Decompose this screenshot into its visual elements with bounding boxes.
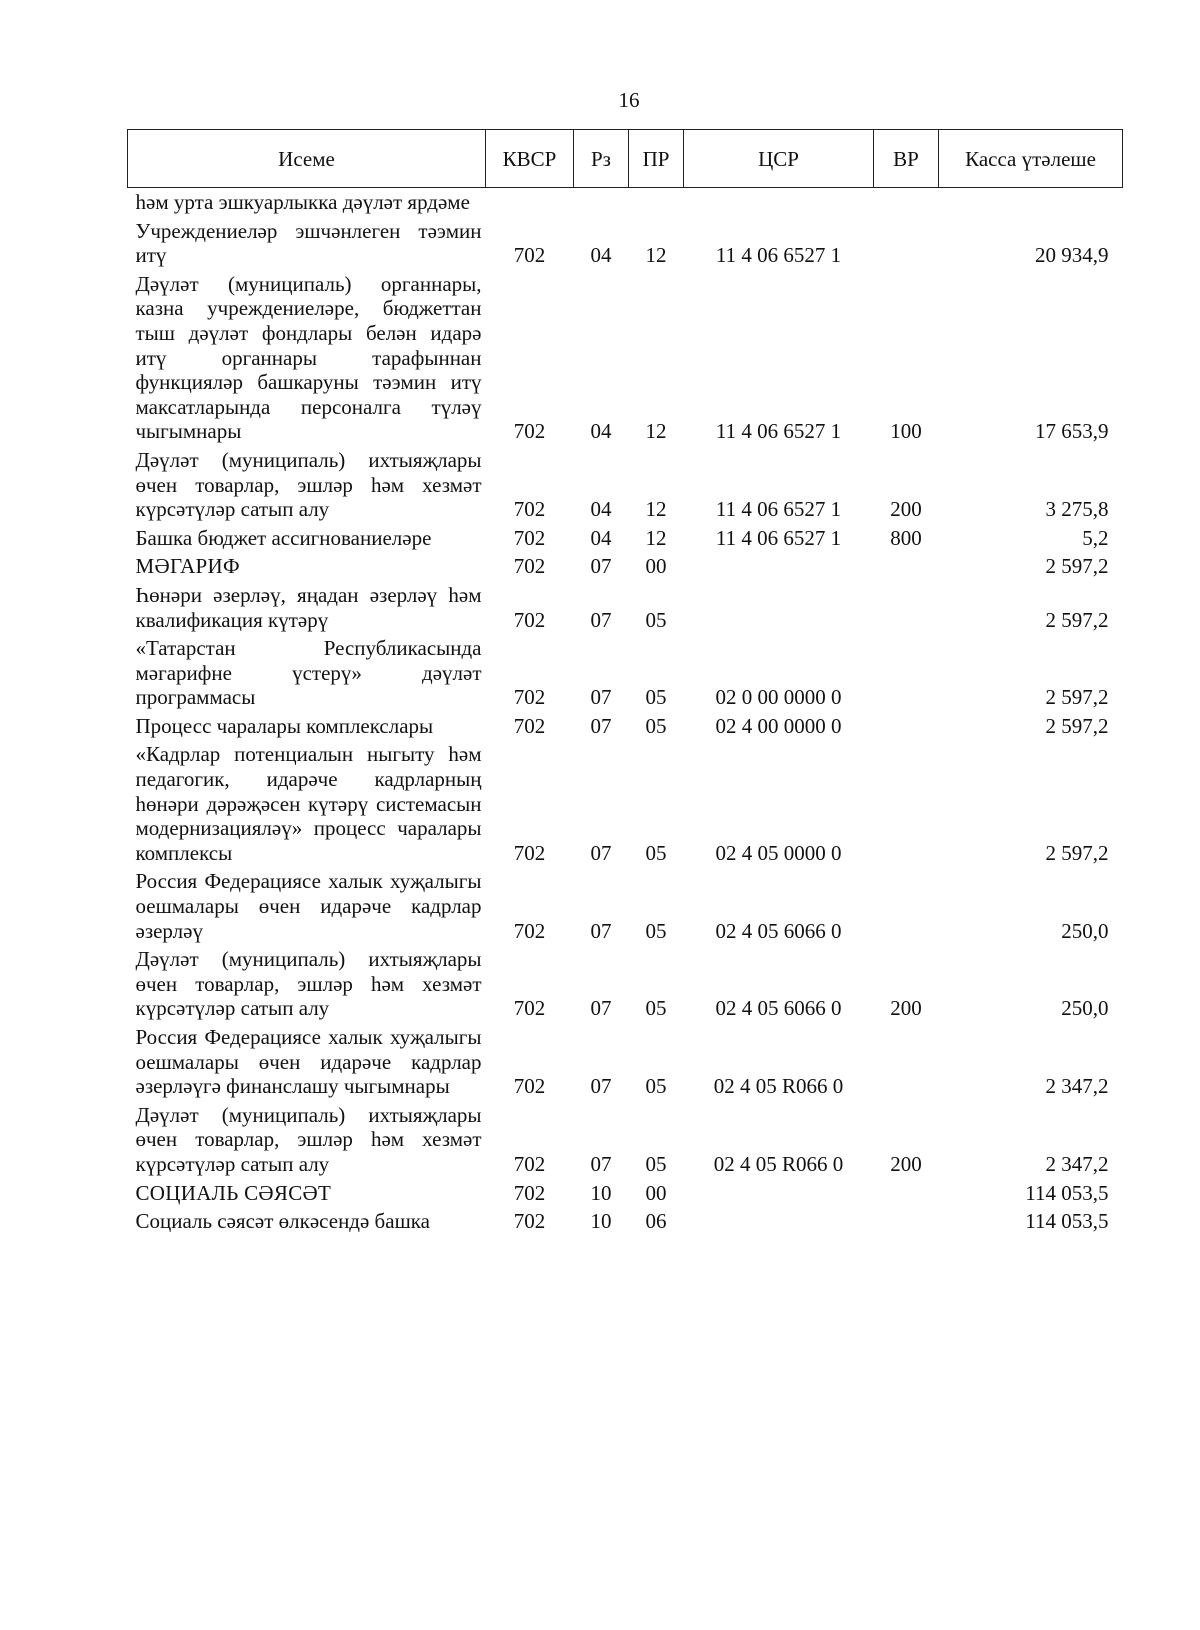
cell-kvsr: 702 xyxy=(513,1074,546,1099)
table-body xyxy=(128,188,1123,1236)
cell-kvsr: 702 xyxy=(513,554,546,579)
cell-rz: 07 xyxy=(590,1151,612,1176)
table-row xyxy=(128,217,1123,270)
cell-kvsr: 702 xyxy=(513,1180,546,1205)
cell-vr xyxy=(874,1023,939,1101)
table-row xyxy=(128,1101,1123,1179)
cell-kvsr: 702 xyxy=(513,685,546,710)
header-rz: Рз xyxy=(574,130,629,188)
cell-sum: 2 597,2 xyxy=(1045,607,1109,632)
cell-tssr xyxy=(684,1207,874,1236)
cell-rz: 07 xyxy=(590,918,612,943)
cell-kvsr: 702 xyxy=(513,525,546,550)
cell-name: «Кадрлар потенциалын ныгыту һәм педагогик, идарәче кадрларның һөнәри дәрәҗәсен күтәрү системасын модернизацияләү» процесс чаралары комплексы xyxy=(135,742,482,865)
table-row xyxy=(128,270,1123,446)
cell-pr: 12 xyxy=(645,419,667,444)
table-row xyxy=(128,446,1123,524)
cell-vr xyxy=(874,712,939,741)
cell-tssr: 02 4 00 0000 0 xyxy=(715,713,842,738)
cell-sum: 2 597,2 xyxy=(1045,713,1109,738)
cell-tssr xyxy=(684,552,874,581)
cell-pr: 05 xyxy=(645,840,667,865)
cell-vr xyxy=(874,217,939,270)
cell-kvsr: 702 xyxy=(513,1151,546,1176)
cell-tssr xyxy=(684,1179,874,1208)
cell-tssr: 11 4 06 6527 1 xyxy=(715,419,842,444)
cell-vr xyxy=(874,867,939,945)
cell-sum: 2 597,2 xyxy=(1045,685,1109,710)
cell-rz: 10 xyxy=(590,1209,612,1234)
cell-pr: 00 xyxy=(645,554,667,579)
cell-sum: 2 597,2 xyxy=(1045,554,1109,579)
cell-kvsr: 702 xyxy=(513,243,546,268)
cell-vr xyxy=(874,1207,939,1236)
cell-name: «Татарстан Республикасында мәгарифне үстерү» дәүләт программасы xyxy=(135,636,482,710)
cell-rz: 04 xyxy=(590,243,612,268)
cell-name: Башка бюджет ассигнованиеләре xyxy=(135,525,432,550)
cell-kvsr: 702 xyxy=(513,996,546,1021)
cell-vr: 200 xyxy=(890,497,922,522)
cell-kvsr: 702 xyxy=(513,713,546,738)
cell-rz: 10 xyxy=(590,1180,612,1205)
cell-name: Учреждениеләр эшчәнлеген тәэмин итү xyxy=(135,218,482,268)
cell-rz: 04 xyxy=(590,525,612,550)
cell-rz: 04 xyxy=(590,497,612,522)
cell-sum: 2 347,2 xyxy=(1045,1074,1109,1099)
cell-tssr: 11 4 06 6527 1 xyxy=(715,243,842,268)
cell-rz: 04 xyxy=(590,419,612,444)
cell-rz: 07 xyxy=(590,685,612,710)
table-row xyxy=(128,552,1123,581)
table-row xyxy=(128,188,1123,217)
cell-sum xyxy=(939,188,1123,217)
cell-pr: 00 xyxy=(645,1180,667,1205)
page-number: 16 xyxy=(618,88,640,112)
cell-sum: 250,0 xyxy=(1061,996,1109,1021)
cell-sum: 20 934,9 xyxy=(1035,243,1109,268)
table-row xyxy=(128,867,1123,945)
cell-vr xyxy=(874,581,939,634)
cell-vr xyxy=(874,740,939,867)
cell-tssr: 02 0 00 0000 0 xyxy=(715,685,842,710)
cell-pr: 06 xyxy=(645,1209,667,1234)
cell-vr xyxy=(874,1179,939,1208)
cell-tssr xyxy=(684,188,874,217)
table-row xyxy=(128,1179,1123,1208)
cell-tssr: 02 4 05 R066 0 xyxy=(713,1151,844,1176)
cell-vr xyxy=(874,634,939,712)
cell-name: СОЦИАЛЬ СӘЯСӘТ xyxy=(135,1180,332,1205)
table-row xyxy=(128,634,1123,712)
header-sum: Касса үтәлеше xyxy=(939,130,1123,188)
table-row xyxy=(128,1207,1123,1236)
table-row xyxy=(128,581,1123,634)
cell-name: МӘГАРИФ xyxy=(135,554,240,579)
cell-name: һәм урта эшкуарлыкка дәүләт ярдәме xyxy=(135,190,470,214)
cell-kvsr: 702 xyxy=(513,840,546,865)
header-pr: ПР xyxy=(629,130,684,188)
cell-kvsr: 702 xyxy=(513,918,546,943)
cell-name: Процесс чаралары комплекслары xyxy=(135,713,434,738)
cell-tssr: 02 4 05 6066 0 xyxy=(715,996,842,1021)
table-row xyxy=(128,1023,1123,1101)
cell-tssr: 02 4 05 0000 0 xyxy=(715,840,842,865)
cell-sum: 17 653,9 xyxy=(1035,419,1109,444)
cell-sum: 3 275,8 xyxy=(1045,497,1109,522)
cell-rz xyxy=(574,188,629,217)
cell-pr xyxy=(629,188,684,217)
cell-tssr: 02 4 05 6066 0 xyxy=(715,918,842,943)
cell-name: Социаль сәясәт өлкәсендә башка xyxy=(135,1209,430,1234)
cell-pr: 05 xyxy=(645,1151,667,1176)
cell-rz: 07 xyxy=(590,996,612,1021)
cell-vr: 800 xyxy=(890,525,922,550)
cell-pr: 05 xyxy=(645,1074,667,1099)
cell-sum: 2 347,2 xyxy=(1045,1151,1109,1176)
cell-rz: 07 xyxy=(590,607,612,632)
cell-pr: 12 xyxy=(645,497,667,522)
cell-pr: 05 xyxy=(645,713,667,738)
cell-name: Россия Федерациясе халык хуҗалыгы оешмалары өчен идарәче кадрлар әзерләүгә финанслашу чыгымнары xyxy=(135,1025,482,1099)
cell-sum: 114 053,5 xyxy=(1025,1180,1109,1205)
header-name: Исеме xyxy=(128,130,486,188)
cell-name: Дәүләт (муниципаль) органнары, казна учреждениеләре, бюджеттан тыш дәүләт фондлары белән идарә итү органнары тарафыннан функцияләр башкаруны тәэмин итү максатларында персоналга түләү чыгымнары xyxy=(135,271,482,444)
cell-vr: 200 xyxy=(890,1151,922,1176)
header-kvsr: КВСР xyxy=(486,130,574,188)
cell-pr: 05 xyxy=(645,918,667,943)
cell-kvsr: 702 xyxy=(513,419,546,444)
header-tssr: ЦСР xyxy=(684,130,874,188)
cell-kvsr: 702 xyxy=(513,497,546,522)
cell-pr: 05 xyxy=(645,996,667,1021)
cell-tssr xyxy=(684,581,874,634)
cell-name: Дәүләт (муниципаль) ихтыяҗлары өчен товарлар, эшләр һәм хезмәт күрсәтүләр сатып алу xyxy=(135,1102,482,1176)
cell-rz: 07 xyxy=(590,713,612,738)
cell-kvsr xyxy=(486,188,574,217)
cell-sum: 5,2 xyxy=(1082,525,1109,550)
cell-vr: 100 xyxy=(890,419,922,444)
cell-sum: 2 597,2 xyxy=(1045,840,1109,865)
cell-name: Россия Федерациясе халык хуҗалыгы оешмалары өчен идарәче кадрлар әзерләү xyxy=(135,869,482,943)
cell-vr xyxy=(874,188,939,217)
cell-name: Дәүләт (муниципаль) ихтыяҗлары өчен товарлар, эшләр һәм хезмәт күрсәтүләр сатып алу xyxy=(135,447,482,522)
table-header xyxy=(128,130,1123,188)
cell-vr: 200 xyxy=(890,996,922,1021)
cell-name: Һөнәри әзерләү, яңадан әзерләү һәм квалификация күтәрү xyxy=(135,582,482,632)
cell-pr: 05 xyxy=(645,685,667,710)
cell-tssr: 11 4 06 6527 1 xyxy=(715,525,842,550)
cell-sum: 114 053,5 xyxy=(1025,1209,1109,1234)
cell-vr xyxy=(874,552,939,581)
cell-name: Дәүләт (муниципаль) ихтыяҗлары өчен товарлар, эшләр һәм хезмәт күрсәтүләр сатып алу xyxy=(135,947,482,1021)
table-row xyxy=(128,945,1123,1023)
table-row xyxy=(128,712,1123,741)
cell-sum: 250,0 xyxy=(1061,918,1109,943)
cell-kvsr: 702 xyxy=(513,607,546,632)
cell-pr: 05 xyxy=(645,607,667,632)
cell-tssr: 11 4 06 6527 1 xyxy=(715,497,842,522)
header-vr: ВР xyxy=(874,130,939,188)
budget-table xyxy=(127,129,1123,1236)
cell-kvsr: 702 xyxy=(513,1209,546,1234)
table-row xyxy=(128,740,1123,867)
cell-rz: 07 xyxy=(590,840,612,865)
cell-pr: 12 xyxy=(645,243,667,268)
cell-rz: 07 xyxy=(590,554,612,579)
table-row xyxy=(128,524,1123,553)
cell-tssr: 02 4 05 R066 0 xyxy=(713,1074,844,1099)
cell-pr: 12 xyxy=(645,525,667,550)
cell-rz: 07 xyxy=(590,1074,612,1099)
